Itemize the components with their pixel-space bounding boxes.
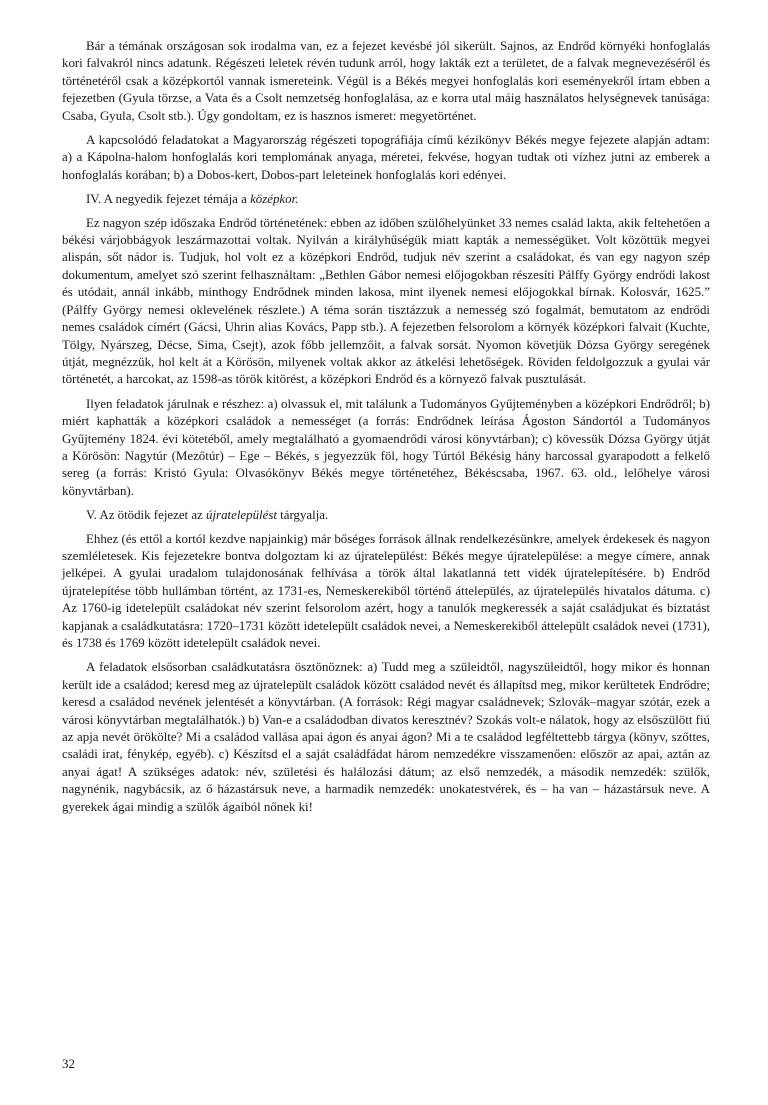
page-number: 32 bbox=[62, 1056, 75, 1071]
paragraph-feladatok-regeszet: A kapcsolódó feladatokat a Magyarország régészeti topográfiája című kézikönyv Békés megye fejezete alapján adtam: a) a Kápolna-halom honfoglalás kori templomának anyaga, méretei, fekvése, hogyan tudtak oti vízhez jutni az emberek a honfoglalás korában; b) a Dobos-kert, Dobos-part leleteinek honfoglalás kori edényei. bbox=[62, 133, 710, 182]
paragraph-feladatok-kozepkor: Ilyen feladatok járulnak e részhez: a) olvassuk el, mit találunk a Tudományos Gyűjteményben a középkori Endrődről; b) miért kaphatták a középkori családok a nemességet (a forrás: Endrődnek leírása Ágoston Sándortól a Tudományos Gyűjtemény 1824. évi kötetéből, amely megtalálható a gyomaendrődi városi könyvtárban); c) kövessük Dózsa György útját a Körösön: Nagytúr (Mezőtúr) – Ege – Békés, s jegyezzük föl, hogy Túrtól Békésig hány harcossal gyarapodott a felkelő sereg (a forrás: Kristó Gyula: Olvasókönyv Békés megye történetéhez, Békéscsaba, 1967. 63. old., lelőhelye városi könyvtárban). bbox=[62, 396, 710, 498]
paragraph-kozepkor: Ez nagyon szép időszaka Endrőd történetének: ebben az időben szülőhelyünket 33 nemes család lakta, akik feltehetően a békési várjobbágyok leszármazottai voltak. Nyilván a királyhűségük miatt kapták a nemességüket. Volt közöttük megyei alispán, sőt nádor is. Tudjuk, hol volt ez a középkori Endrőd, tudjuk név szerint a családokat, és van egy nagyon szép dokumentum, amelyet szó szerint felhasználtam: „Bethlen Gábor nemesi előjogokban részesíti Pálffy György endrődi lakost és utódait, annál inkább, minthogy Endrődnek minden lakosa, mint ilyenek nemesi előjogokkal bírnak. Kolosvár, 1625.” (Pálffy György nemesi oklevelének részlete.) A téma során tisztázzuk a nemesség szó fogalmát, bemutatom az endrődi nemes családok címért (Gácsi, Uhrin alias Kovács, Papp stb.). A fejezetben felsorolom a környék középkori falvait (Kuchte, Tölgy, Nyárszeg, Décse, Sima, Csejt), azok főbb jellemzőit, a falvak sorsát. Nyomon követjük Dózsa György seregének útját, megnézzük, hol kelt át a Körösön, milyenek voltak akkor az átkelési lehetőségek. Röviden feldolgozzuk a gyulai vár történetét, a harcokat, az 1598-as török kitörést, a középkori Endrőd és a környező falvak pusztulását. bbox=[62, 215, 710, 387]
chapter-5-heading bbox=[62, 507, 710, 524]
paragraph-csaladkutatas: A feladatok elsősorban családkutatásra ösztönöznek: a) Tudd meg a szüleidtől, nagyszüleidtől, hogy mikor és honnan került ide a családod; keresd meg az újratelepült családok között családod nevét és állapítsd meg, mikor kerültetek Endrődre; keresd a családod nevének jelentését a könyvtárban. (A források: Régi magyar családnevek; Szlovák–magyar szótár, ezek a városi könyvtárban megtalálhatók.) b) Van-e a családodban divatos keresztnév? Szokás volt-e nálatok, hogy az elsőszülött fiú az apja nevét örökölte? Mi a családod vallása apai ágon és anyai ágon? Mi a te családod legféltettebb tárgya (könyv, szőttes, családi irat, fénykép, egyéb). c) Készítsd el a saját családfádat három nemzedékre visszamenően: először az apai, aztán az anyai ágat! A szükséges adatok: név, születési és halálozási dátum; az első nemzedék, a második nemzedék: szülők, nagynénik, nagybácsik, az ő házastársuk neve, a harmadik nemzedék: unokatestvérek, és – ha van – házastársuk neve. A gyerekek ágai mindig a szülők ágaiból nőnek ki! bbox=[62, 660, 710, 814]
chapter-4-heading bbox=[62, 191, 710, 208]
chapter-5-heading-prefix: V. Az ötödik fejezet az bbox=[86, 508, 207, 523]
chapter-4-heading-text: IV. A negyedik fejezet témája a bbox=[86, 192, 251, 207]
chapter-4-topic: középkor. bbox=[250, 192, 299, 207]
paragraph-honfoglalas: Bár a témának országosan sok irodalma van, ez a fejezet kevésbé jól sikerült. Sajnos, az Endrőd környéki honfoglalás kori falvakról nincs adatunk. Régészeti leletek révén tudunk arról, hogy lakták ezt a területet, de a falvak megnevezéséről és történetéről csak a középkortól vannak ismereteink. Végül is a Békés megyei honfoglalás kori eseményekről írtam ebben a fejezetben (Gyula törzse, a Vata és a Csolt nemzetség honfoglalása, az e korra utal máig használatos helységnevek tanúsága: Csaba, Gyula, Csolt stb.). Úgy gondoltam, ez is hasznos ismeret: megyetörténet. bbox=[62, 39, 710, 123]
paragraph-ujratelepules: Ehhez (és ettől a kortól kezdve napjainkig) már bőséges források állnak rendelkezésünkre, amelyek érdekesek és nagyon szemléletesek. Kis fejezetekre bontva dolgoztam ki az újratelepülést: Békés megye újratelepülése: a megye címere, annak jelképei. A gyulai uradalom tulajdonosának felhívása a török által lakatlanná tett vidék újratelepítésére. b) Endrőd újratelepítése több hullámban történt, az 1731-es, Nemeskerekiből történő áttelepülés, az újratelepülés hivatalos dátuma. c) Az 1760-ig idetelepült családokat név szerint felsorolom azért, hogy a tanulók megkeressék a saját családjukat és biztatást kapjanak a családkutatásra: 1720–1731 között idetelepült családok nevei, a Nemeskerekiből áttelepült családok nevei (1731), és 1738 és 1769 között idetelepült családok nevei. bbox=[62, 531, 710, 650]
chapter-5-heading-suffix: tárgyalja. bbox=[276, 508, 329, 523]
chapter-5-topic: újratelepülést bbox=[206, 508, 277, 523]
